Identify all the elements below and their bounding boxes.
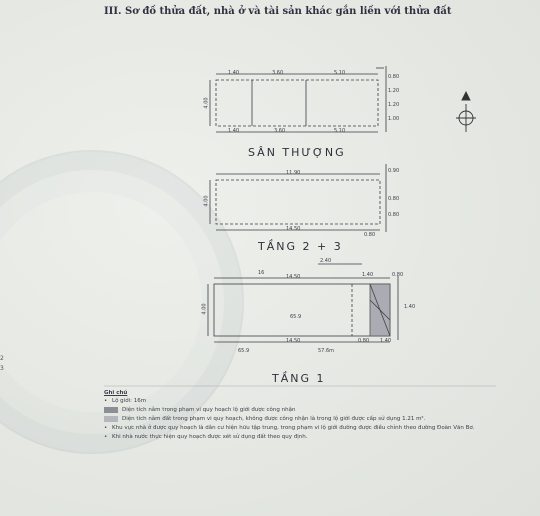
legend-text: Khu vực nhà ở được quy hoạch là dân cư hiện hữu tập trung, trong phạm vi lộ giới đường được điều chỉnh theo đường Đoàn Văn Bơ. [112, 425, 475, 431]
legend-item [104, 398, 494, 405]
dim-t1-right-3: 1.40 [404, 304, 416, 310]
dim-t23-right-3: 0.80 [388, 212, 400, 218]
bullet-icon: • [104, 425, 108, 431]
dim-t1-right-2: 0.80 [392, 272, 404, 278]
dim-st-bottom-1: 1.40 [228, 128, 240, 134]
legend-title: Ghi chú [104, 390, 128, 396]
dim-t1-center: 65.9 [290, 314, 302, 320]
margin-mark-2: 3 [0, 365, 4, 372]
dim-t23-left: 4.00 [203, 195, 210, 207]
margin-mark-1: 2 [0, 355, 4, 362]
dim-st-top-1: 1.40 [228, 70, 240, 76]
legend-item [104, 416, 494, 423]
dim-t1-right-1: 1.40 [362, 272, 374, 278]
legend-text: Lộ giới: 16m [112, 398, 147, 404]
bullet-icon: • [104, 398, 108, 404]
legend-swatch-dark [104, 407, 118, 413]
dim-t23-top: 11.90 [286, 170, 301, 176]
dim-t1-left: 4.00 [201, 303, 208, 315]
dim-t23-right-2: 0.80 [388, 196, 400, 202]
dim-t1-top: 14.50 [286, 274, 301, 280]
dim-st-right-2: 1.20 [388, 88, 400, 94]
dim-t1-road: 2.40 [320, 258, 332, 264]
dim-st-left: 4.00 [203, 97, 210, 109]
dim-t1-bottom-1: 14.50 [286, 338, 301, 344]
dim-t23-corner: 0.80 [364, 232, 376, 238]
legend-item [104, 407, 494, 414]
bullet-icon: • [104, 434, 108, 440]
legend-item [104, 425, 494, 432]
section-heading: III. Sơ đồ thửa đất, nhà ở và tài sản khác gắn liền với thửa đất [104, 6, 452, 17]
dim-t23-bottom: 14.50 [286, 226, 301, 232]
dim-st-bottom-3: 5.10 [334, 128, 346, 134]
north-arrow-icon [456, 92, 476, 132]
dim-st-right-1: 0.80 [388, 74, 400, 80]
label-tang-2-3: TẦNG 2 + 3 [258, 240, 343, 253]
dim-st-top-3: 5.10 [334, 70, 346, 76]
legend [104, 390, 494, 443]
legend-swatch-light [104, 416, 118, 422]
dim-st-right-3: 1.20 [388, 102, 400, 108]
dim-t1-bottom-2: 0.80 [358, 338, 370, 344]
dim-t23-right-1: 0.90 [388, 168, 400, 174]
dim-t1-bottom-3: 1.40 [380, 338, 392, 344]
dim-st-top-2: 3.60 [272, 70, 284, 76]
legend-text: Diện tích nằm trong phạm vi quy hoạch lộ giới được công nhận [122, 407, 296, 413]
label-tang-1: TẦNG 1 [272, 372, 326, 385]
legend-text: Diện tích nằm đất trong phạm vi quy hoạch, không được công nhận là trong lộ giới được cấp sử dụng 1.21 m². [122, 416, 426, 422]
dim-st-bottom-2: 3.60 [274, 128, 286, 134]
dim-t1-bottom-mid: 57.6m [318, 348, 335, 354]
dim-st-right-4: 1.00 [388, 116, 400, 122]
dim-t1-bottom-left: 65.9 [238, 348, 250, 354]
legend-text: Khi nhà nước thực hiện quy hoạch được xét sử dụng đất theo quy định. [112, 434, 308, 440]
dim-t1-top-label: 16 [258, 270, 265, 276]
legend-item [104, 434, 494, 441]
label-san-thuong: SÂN THƯỢNG [248, 146, 346, 159]
